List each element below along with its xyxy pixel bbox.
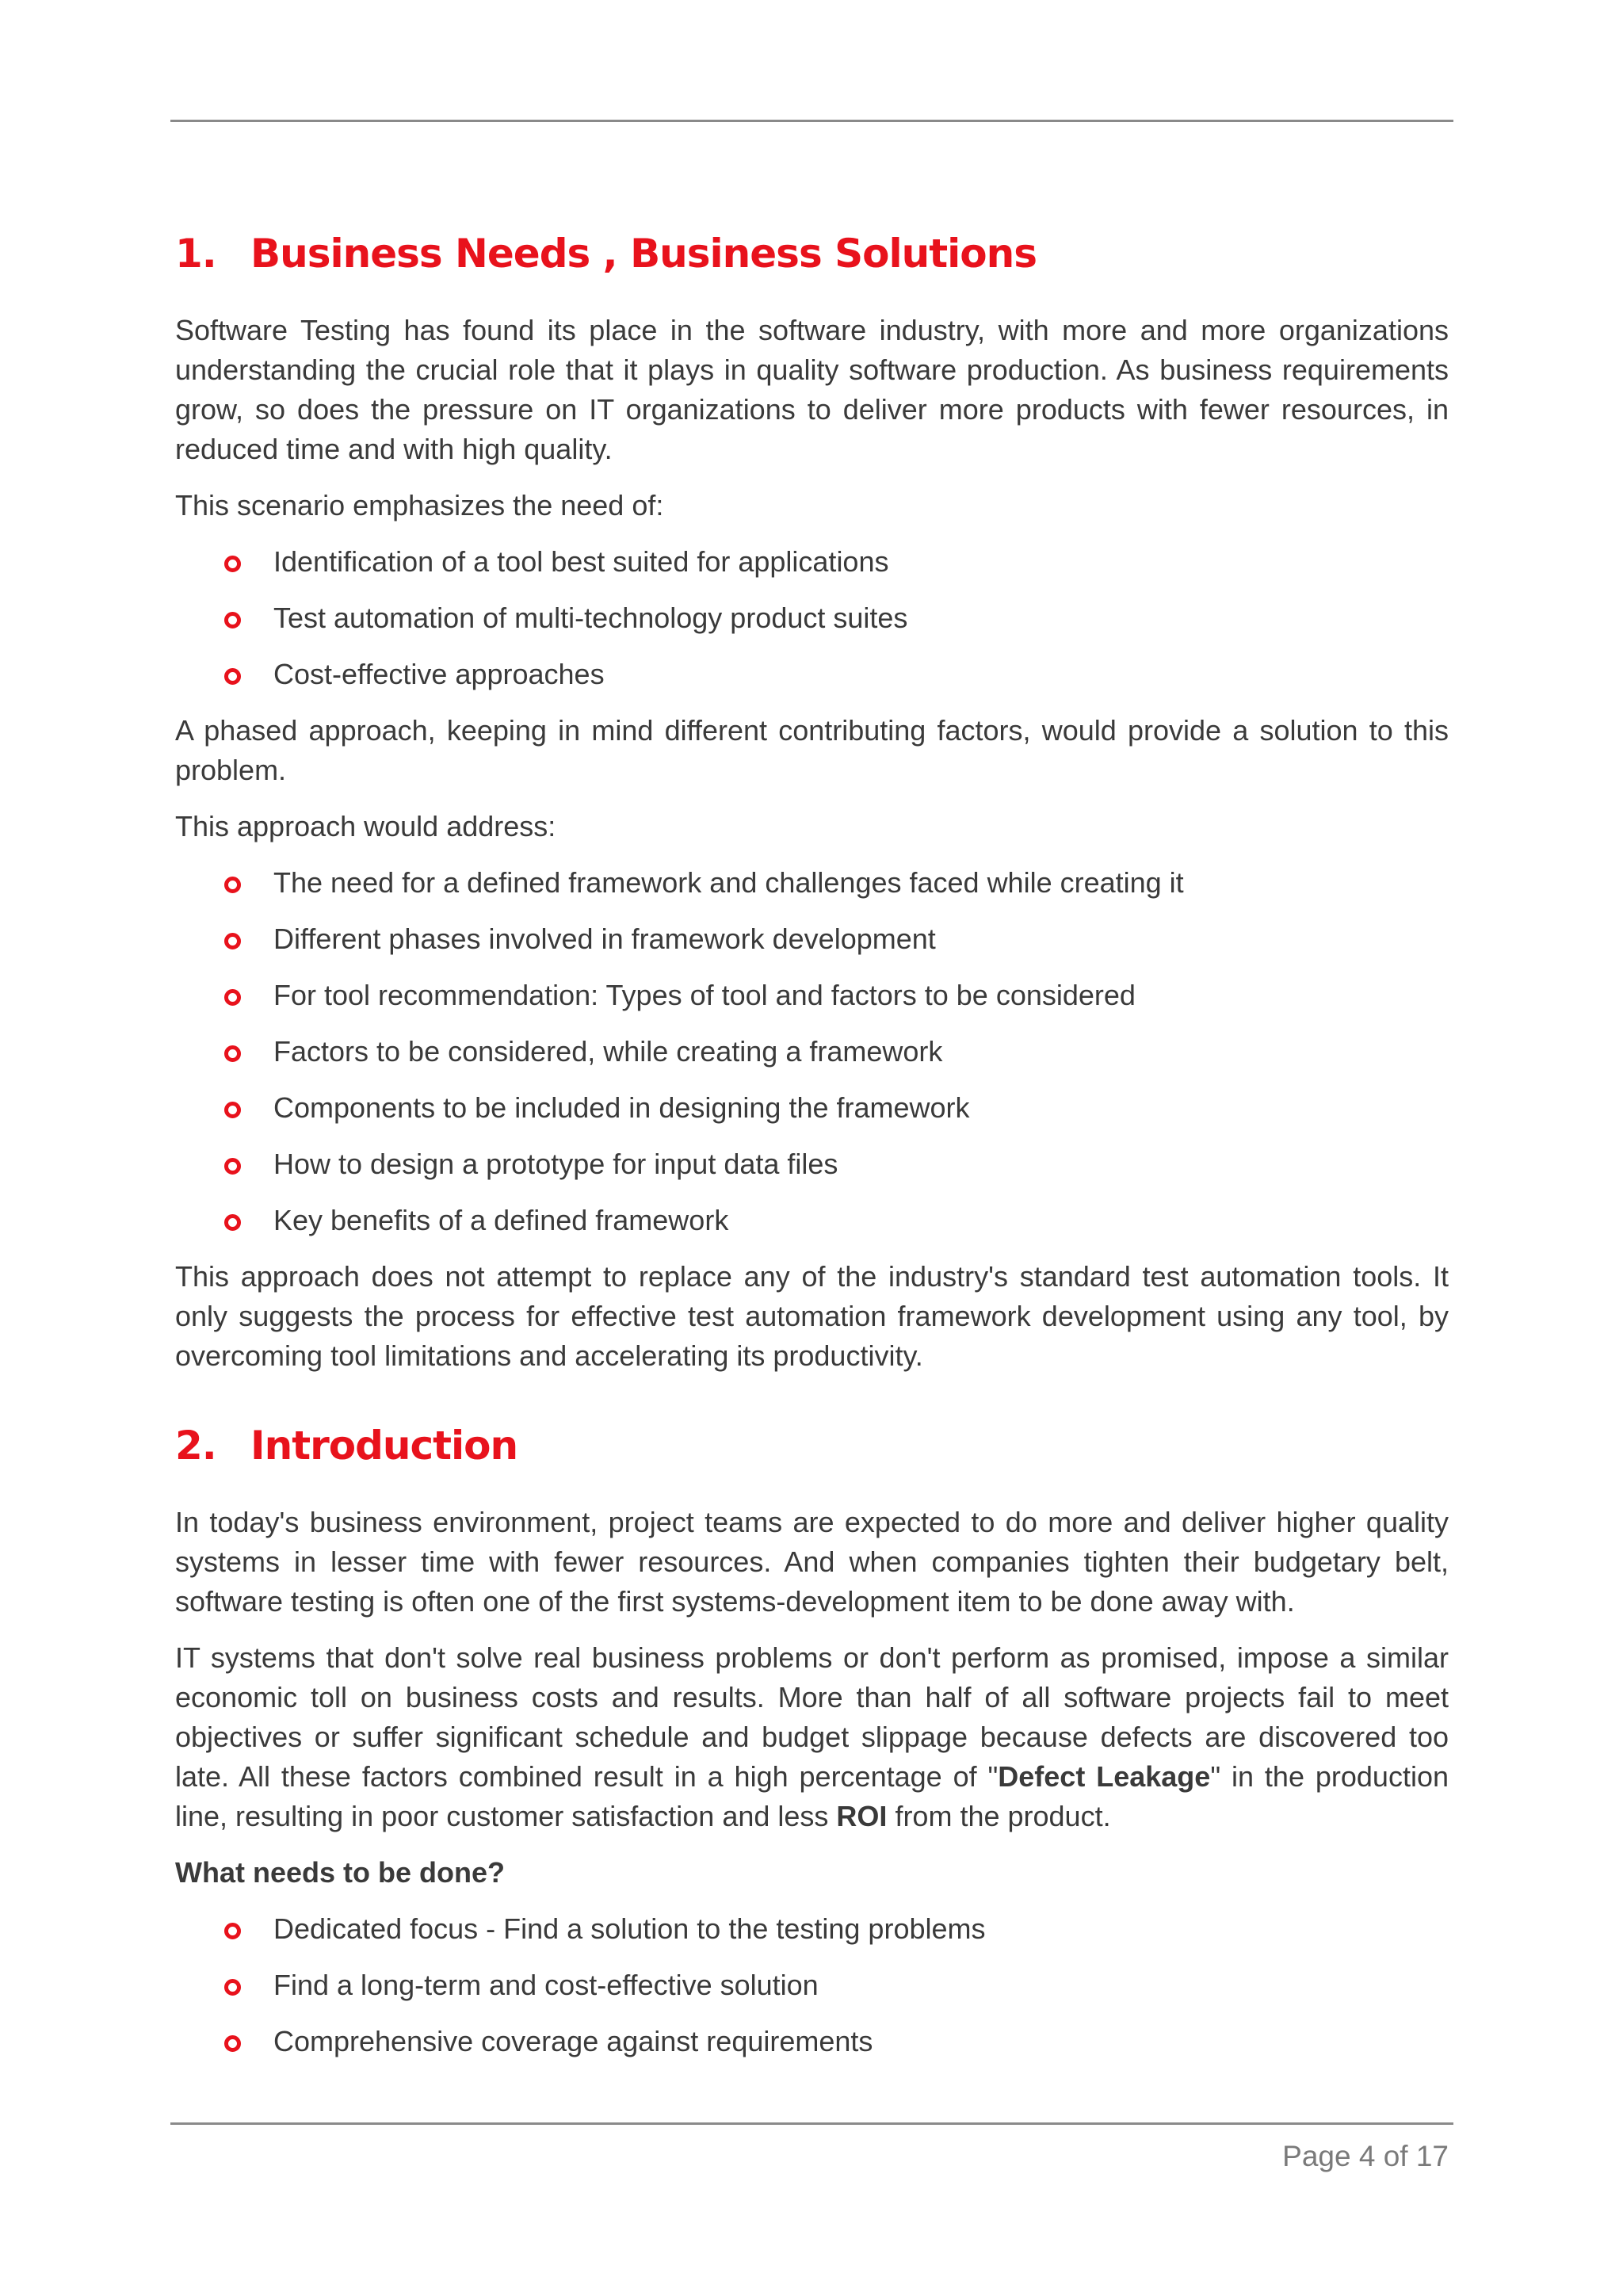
bullet-circle-icon — [224, 1214, 241, 1231]
bullet-circle-icon — [224, 1979, 241, 1996]
list-item: For tool recommendation: Types of tool and factors to be considered — [175, 976, 1449, 1015]
defect-leakage-term: Defect Leakage — [998, 1760, 1211, 1793]
bullet-list — [175, 542, 1449, 694]
section-2-heading — [175, 1422, 1449, 1469]
bullet-list — [175, 1909, 1449, 2061]
section-2-number: 2. — [175, 1423, 216, 1469]
paragraph: This approach would address: — [175, 810, 556, 842]
bullet-circle-icon — [224, 933, 241, 949]
header-rule — [170, 120, 1453, 122]
list-item: How to design a prototype for input data files — [175, 1144, 1449, 1184]
list-item: Components to be included in designing the framework — [175, 1088, 1449, 1128]
bullet-circle-icon — [224, 2035, 241, 2052]
list-item: Dedicated focus - Find a solution to the testing problems — [175, 1909, 1449, 1949]
bullet-circle-icon — [224, 1102, 241, 1118]
page-content — [175, 230, 1449, 2078]
list-item: Cost-effective approaches — [175, 655, 1449, 694]
paragraph: In today's business environment, project teams are expected to do more and deliver higher quality systems in lesser time with fewer resources. And when companies tighten their budgetary belt, software testing is often one of the first systems-development item to be done away with. — [175, 1506, 1449, 1618]
list-item: Identification of a tool best suited for applications — [175, 542, 1449, 582]
page-number: Page 4 of 17 — [1282, 2140, 1449, 2172]
bullet-circle-icon — [224, 1158, 241, 1175]
section-1-heading — [175, 230, 1449, 277]
bullet-circle-icon — [224, 556, 241, 572]
bullet-circle-icon — [224, 989, 241, 1006]
footer-rule — [170, 2122, 1453, 2125]
list-item: Test automation of multi-technology product suites — [175, 598, 1449, 638]
paragraph: Software Testing has found its place in the software industry, with more and more organizations understanding the crucial role that it plays in quality software production. As business requirements grow, so does the pressure on IT organizations to deliver more products with fewer resources, in reduced time and with high quality. — [175, 314, 1449, 465]
paragraph: This approach does not attempt to replace any of the industry's standard test automation tools. It only suggests the process for effective test automation framework development using any tool, by overcoming tool limitations and accelerating its productivity. — [175, 1260, 1449, 1372]
bullet-circle-icon — [224, 877, 241, 893]
section-1-title: Business Needs , Business Solutions — [250, 231, 1037, 277]
bullet-list — [175, 863, 1449, 1240]
bullet-circle-icon — [224, 1923, 241, 1939]
section-2-title: Introduction — [250, 1423, 518, 1469]
subheading: What needs to be done? — [175, 1856, 506, 1889]
list-item: Comprehensive coverage against requirements — [175, 2022, 1449, 2061]
list-item: Key benefits of a defined framework — [175, 1201, 1449, 1240]
list-item: Find a long-term and cost-effective solution — [175, 1966, 1449, 2005]
paragraph: A phased approach, keeping in mind different contributing factors, would provide a solution to this problem. — [175, 714, 1449, 786]
list-item: Different phases involved in framework development — [175, 919, 1449, 959]
paragraph: IT systems that don't solve real business problems or don't perform as promised, impose a similar economic toll on business costs and results. More than half of all software projects fail to meet objectives or suffer significant schedule and budget slippage because defects are discovered too late. All these factors combined result in a high percentage of "Defect Leakage" in the production line, resulting in poor customer satisfaction and less ROI from the product. — [175, 1641, 1449, 1832]
list-item: The need for a defined framework and challenges faced while creating it — [175, 863, 1449, 903]
section-1-number: 1. — [175, 231, 216, 277]
list-item: Factors to be considered, while creating a framework — [175, 1032, 1449, 1072]
roi-term: ROI — [836, 1800, 888, 1832]
bullet-circle-icon — [224, 668, 241, 685]
paragraph: This scenario emphasizes the need of: — [175, 489, 664, 521]
bullet-circle-icon — [224, 612, 241, 628]
bullet-circle-icon — [224, 1045, 241, 1062]
